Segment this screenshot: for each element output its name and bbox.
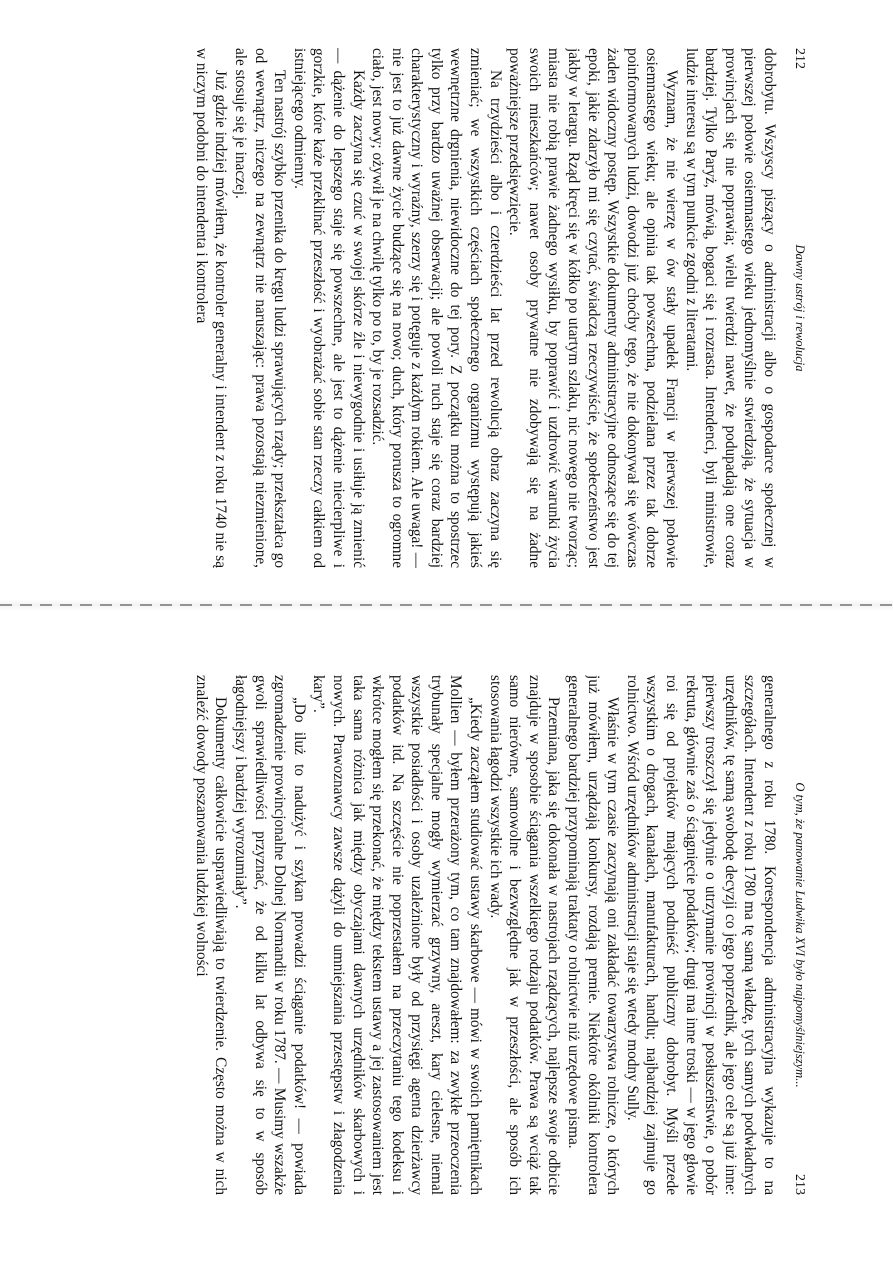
- right-page-body: [87, 675, 779, 1195]
- left-page-number: 212: [792, 48, 807, 69]
- right-paragraph-6: Dokumenty całkowicie usprawiedliwiają to twierdzenie. Często można w nich znaleźć dowody poszanowania ludzkiej wolności: [192, 675, 230, 1195]
- left-paragraph-1: dobrobytu. Wszyscy piszący o administracji albo o gospodarce społecznej w pierwszej połowie osiemnastego wieku jednomyślnie stwierdzają, że sytuacja w prowincjach się nie poprawia; wielu twierdzi nawet, że podupadają one coraz bardziej. Tylko Paryż, mówią, bogaci się i rozrasta. Intendenci, byli ministrowie, ludzie interesu są w tym punkcie zgodni z literatami.: [682, 48, 778, 568]
- left-paragraph-2: Wyznam, że nie wierzę w ów stały upadek Francji w pierwszej połowie osiemnastego wieku; ale opinia tak powszechna, podzielana przez tak dobrze poinformowanych ludzi, dowodzi już choćby tego, że nie dokonywał się wówczas żaden widoczny postęp. Wszystkie dokumenty administracyjne odnoszące się do tej epoki, jakie zdarzyło mi się czytać, świadczą rzeczywiście, że społeczeństwo jest jakby w letargu. Rząd kręci się w kółko po utartym szlaku, nic nowego nie tworząc; miasta nie robią prawie żadnego wysiłku, by poprawić i uzdrowić warunki życia swoich mieszkańców; nawet osoby prywatne nie zdobywają się na żadne poważniejsze przedsięwzięcie.: [506, 48, 681, 568]
- left-paragraph-4: Każdy zaczyna się czuć w swojej skórze źle i niewygodnie i usiłuje ją zmienić — dążenie do lepszego staje się powszechne, ale jest to dążenie niecierpliwe i gorzkie, które każe przeklinać przeszłość i wyobrażać sobie stan rzeczy całkiem od istniejącego odmienny.: [290, 48, 367, 568]
- left-page-body: [87, 48, 779, 568]
- right-paragraph-5: „Do iluż to nadużyć i szykan prowadzi ściąganie podatków! — powiada zgromadzenie prowincjonalne Dolnej Normandii w roku 1787. — Musimy wszakże gwoli sprawiedliwości przyznać, że od kilku lat odbywa się to w sposób łagodniejszy i bardziej wyrozumiały”.: [231, 675, 308, 1195]
- left-running-title: Dawny ustrój i rewolucja: [793, 244, 807, 372]
- right-paragraph-4: „Kiedy zacząłem studiować ustawy skarbowe — mówi w swoich pamiętnikach Mollien — byłem przerażony tym, co tam znajdowałem: za zwykłe przeoczenia trybunały specjalne mogły wymierzać grzywny, areszt, kary cielesne, niemal wszystkie posiadłości i osoby uzależnione były od przysięgi agenta dzierżawcy podatków itd. Na szczęście nie poprzestałem na przeczytaniu tego kodeksu i wkrótce mogłem się przekonać, że między tekstem ustawy a jej zastosowaniem jest taka sama różnica jak między obyczajami dawnych urzędników skarbowych i nowych. Prawoznawcy zawsze dążyli do umniejszania przestępstw i złagodzenia kary”.: [310, 675, 485, 1195]
- left-running-head: [785, 48, 807, 568]
- right-running-title: O tym, że panowanie Ludwika XVI było najpomyślniejszym...: [793, 782, 807, 1088]
- left-paragraph-3: Na trzydzieści albo i czterdzieści lat przed rewolucją obraz zaczyna się zmieniać; we wszystkich częściach społecznego organizmu występują jakieś wewnętrzne drgnienia, niewidoczne do tej pory. Z początku można to spostrzec tylko przy bardzo uważnej obserwacji; ale powoli ruch staje się coraz bardziej charakterystyczny i wyraźny, szerzy się i potęguje z każdym rokiem. Ale uwaga! — nie jest to już dawne życie budzące się na nowo; duch, który porusza to ogromne ciało, jest nowy; ożywił je na chwilę tylko po to, by je rozsadzić.: [369, 48, 504, 568]
- right-book-page: [87, 675, 807, 1195]
- right-running-head: [785, 675, 807, 1195]
- left-book-page: [87, 48, 807, 568]
- left-paragraph-6: Już gdzie indziej mówiłem, że kontroler generalny i intendent z roku 1740 nie są w niczym podobni do intendenta i kontrolera: [192, 48, 230, 568]
- right-paragraph-3: Przemiana, jaka się dokonała w nastrojach rządzących, najlepsze swoje odbicie znajduje w sposobie ściągania wszelkiego rodzaju podatków. Prawa są wciąż tak samo nierówne, samowolne i bezwzględne jak w przeszłości, ale sposób ich stosowania łagodzi wszystkie ich wady.: [486, 675, 563, 1195]
- left-paragraph-5: Ten nastrój szybko przenika do kręgu ludzi sprawujących rządy; przekształca go od wewnątrz, niczego na zewnątrz nie naruszając: prawa pozostają niezmienione, ale stosuje się je inaczej.: [231, 48, 289, 568]
- right-page-number: 213: [792, 1174, 807, 1195]
- right-paragraph-2: Właśnie w tym czasie zaczynają oni zakładać towarzystwa rolnicze, o których już mówiłem, urządzają konkursy, rozdają premie. Niektóre okólniki kontrolera generalnego bardziej przypominają traktaty o rolnictwie niż urzędowe pisma.: [565, 675, 622, 1195]
- right-paragraph-1: generalnego z roku 1780. Korespondencja administracyjna wykazuje to na szczegółach. Intendent z roku 1780 ma tę samą władzę, tych samych podwładnych urzędników, tę samą swobodę decyzji co jego poprzednik, ale jego cele są już inne: pierwszy troszczył się jedynie o utrzymanie prowincji w posłuszeństwie, o pobór rekruta, głównie zaś o ściągnięcie podatków; drugi ma inne troski — w jego głowie roi się od projektów mających podnieść publiczny dobrobyt. Myśli przede wszystkim o drogach, kanałach, manufakturach, handlu; najbardziej zajmuje go rolnictwo. Wśród urzędników administracji staje się wtedy modny Sully.: [623, 675, 778, 1195]
